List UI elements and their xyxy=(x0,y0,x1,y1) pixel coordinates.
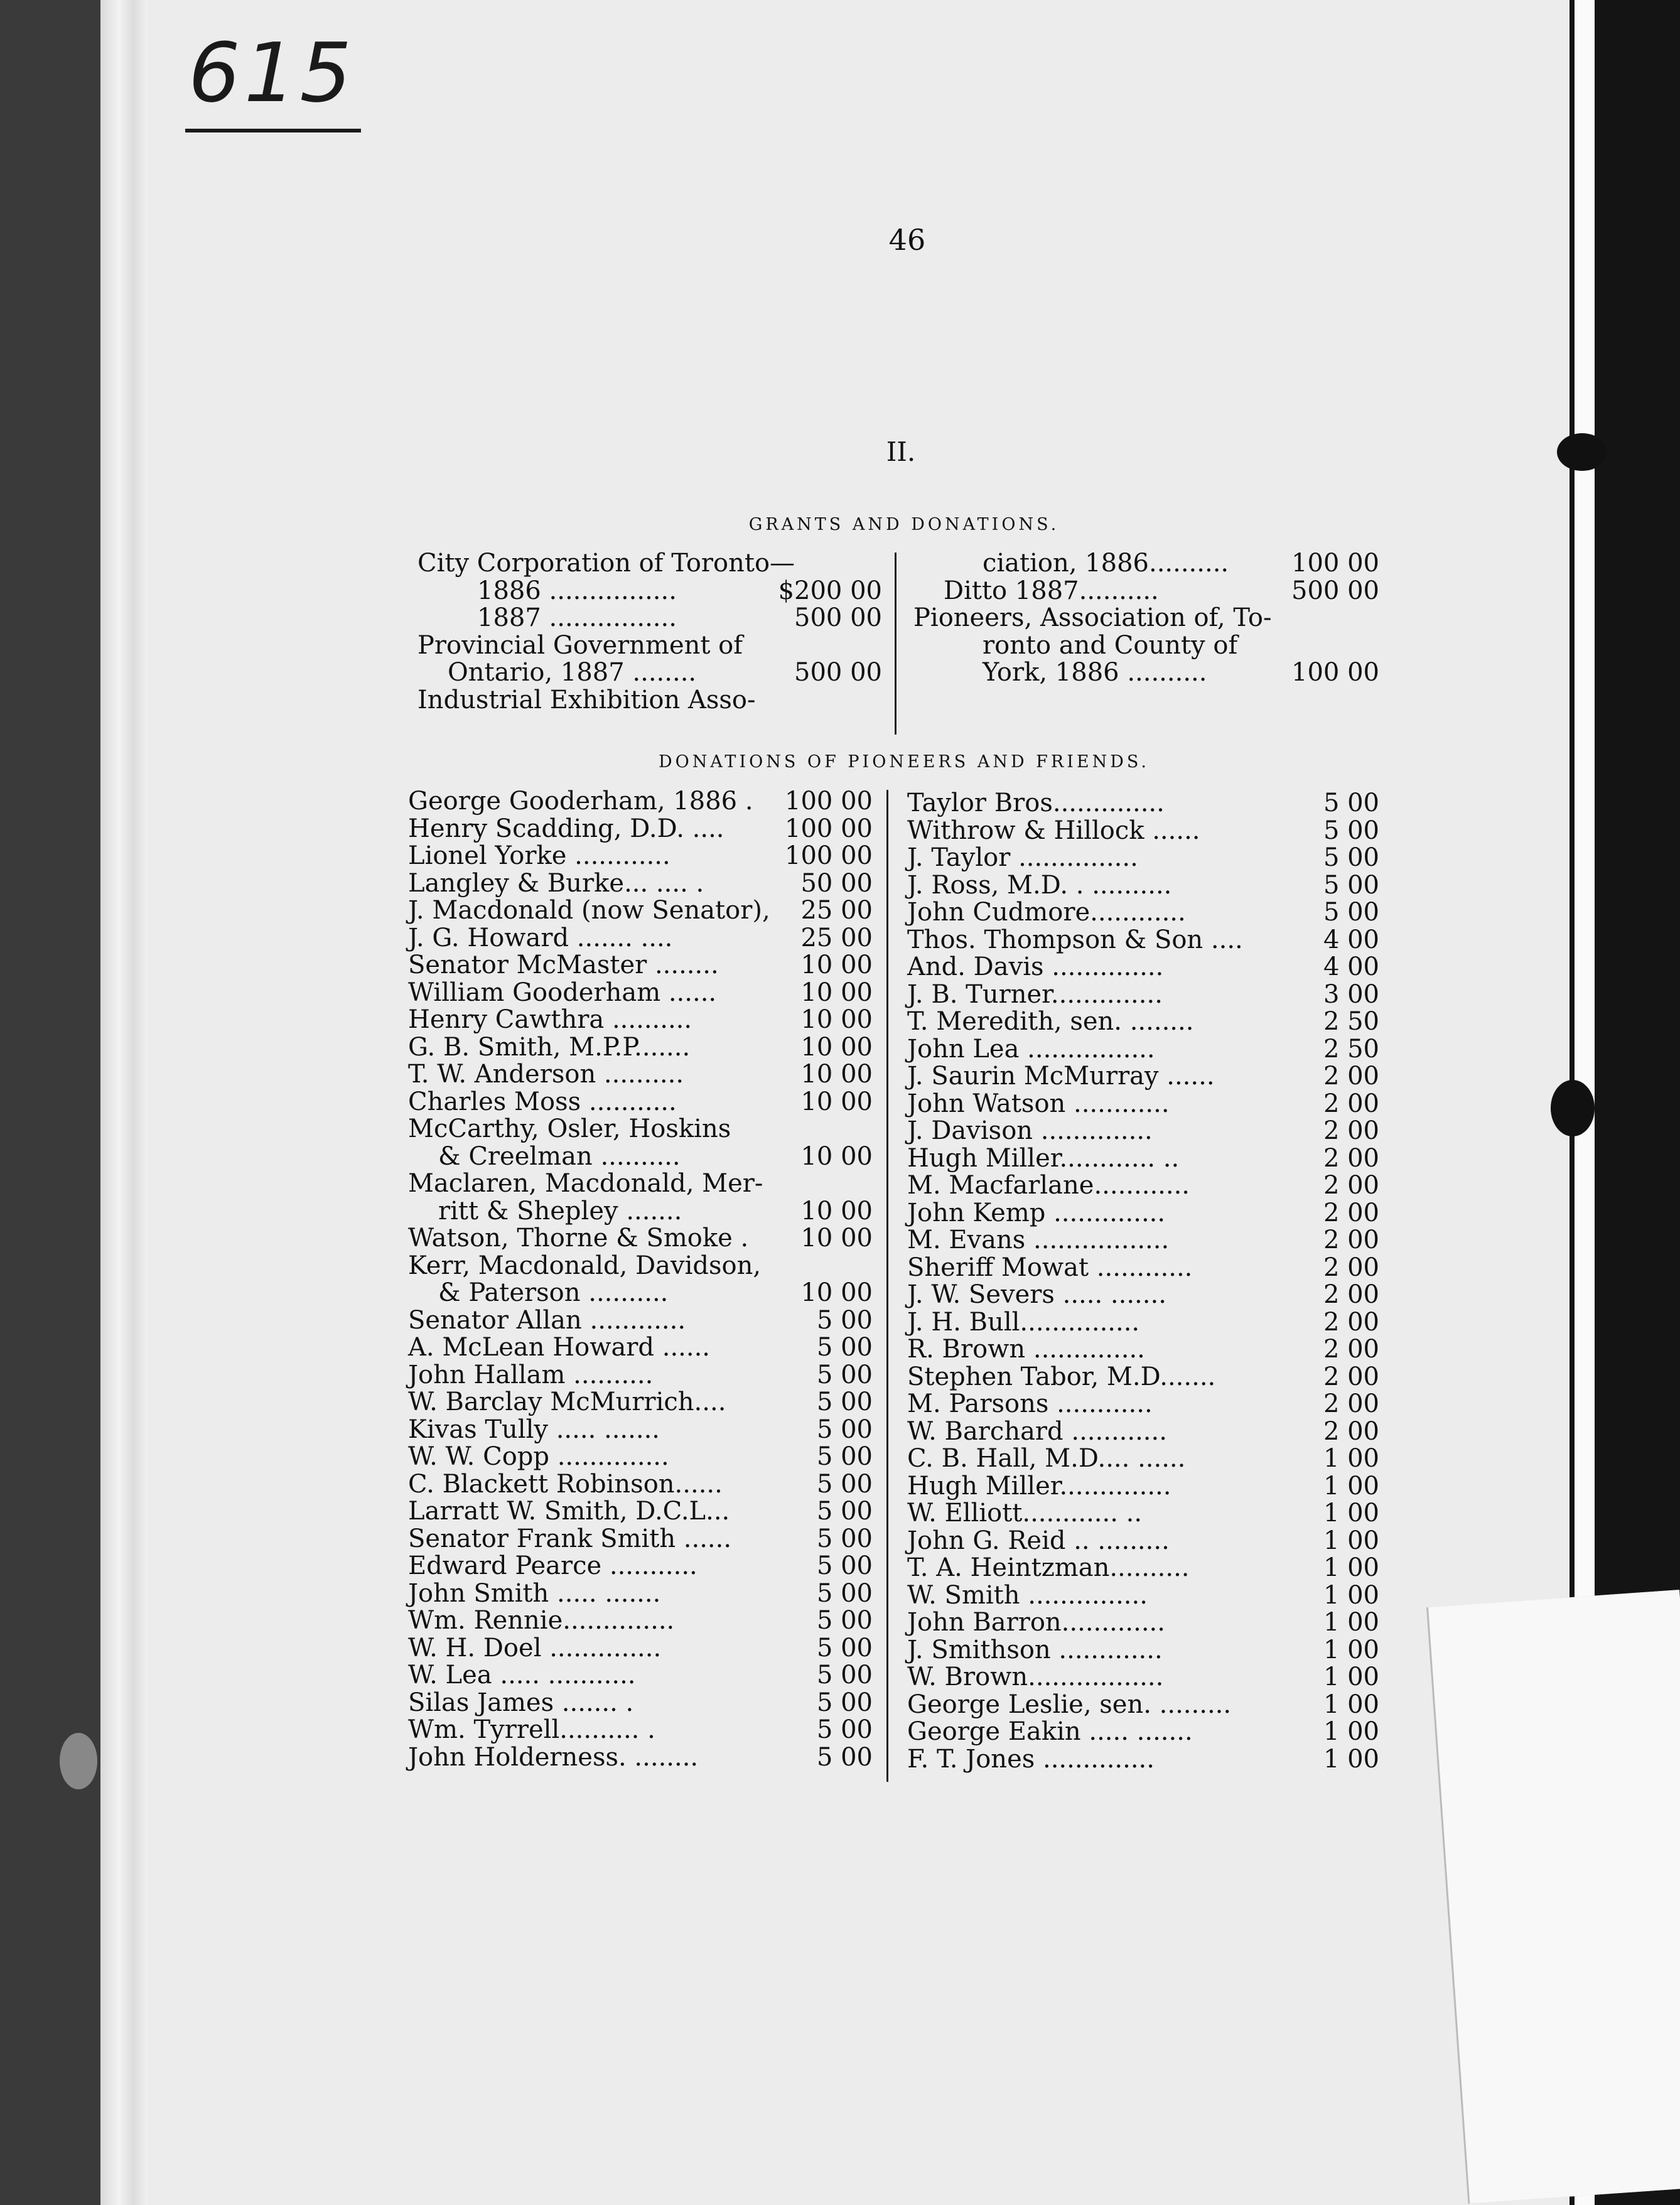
donation-entry xyxy=(907,927,1379,954)
entry-amount: 1 00 xyxy=(1323,1717,1379,1746)
entry-name: J. Ross, M.D. . .......... xyxy=(907,870,1172,900)
donation-entry xyxy=(907,1445,1379,1473)
entry-name: Stephen Tabor, M.D....... xyxy=(907,1362,1216,1391)
entry-name: Charles Moss ........... xyxy=(408,1087,677,1116)
entry-amount: 5 00 xyxy=(816,1388,873,1416)
entry-name: J. Macdonald (now Senator), xyxy=(408,896,770,925)
donation-entry xyxy=(408,816,873,843)
entry-amount: 2 00 xyxy=(1323,1416,1379,1446)
entry-amount: 1 00 xyxy=(1323,1580,1379,1610)
entry-name: John Barron............. xyxy=(907,1608,1165,1637)
entry-name: Ontario, 1887 ........ xyxy=(448,658,697,687)
entry-amount: 1 00 xyxy=(1323,1471,1379,1501)
entry-name: Larratt W. Smith, D.C.L... xyxy=(408,1497,730,1526)
entry-name: Henry Cawthra .......... xyxy=(408,1005,692,1034)
entry-name: ronto and County of xyxy=(983,630,1238,660)
entry-name: J. Davison .............. xyxy=(907,1116,1153,1145)
entry-amount: 2 00 xyxy=(1323,1198,1379,1227)
entry-name: Wm. Rennie.............. xyxy=(408,1606,675,1635)
entry-name: Senator McMaster ........ xyxy=(408,951,719,979)
entry-amount: 10 00 xyxy=(800,1060,873,1089)
grant-entry xyxy=(913,578,1379,605)
donation-entry xyxy=(408,1580,873,1608)
donation-entry xyxy=(408,1690,873,1717)
entry-amount: 2 00 xyxy=(1323,1062,1379,1091)
entry-amount: 25 00 xyxy=(800,923,873,952)
donation-entry xyxy=(408,870,873,898)
entry-name: J. Taylor ............... xyxy=(907,843,1138,872)
entry-amount: 5 00 xyxy=(816,1333,873,1362)
donation-entry xyxy=(907,1391,1379,1418)
donation-entry xyxy=(907,1664,1379,1691)
entry-amount: 10 00 xyxy=(800,1087,873,1116)
entry-name: T. W. Anderson .......... xyxy=(408,1060,684,1089)
entry-amount: 10 00 xyxy=(800,1278,873,1307)
entry-amount: 5 00 xyxy=(816,1633,873,1663)
entry-name: George Leslie, sen. ......... xyxy=(907,1690,1232,1719)
grant-entry xyxy=(913,605,1379,632)
entry-name: 1886 ................ xyxy=(477,576,677,605)
entry-amount: 1 00 xyxy=(1323,1526,1379,1555)
entry-name: J. B. Turner.............. xyxy=(907,979,1163,1009)
entry-name: J. Smithson ............. xyxy=(907,1635,1163,1664)
entry-amount: 2 50 xyxy=(1323,1007,1379,1036)
entry-name: John Lea ................ xyxy=(907,1034,1155,1064)
entry-name: W. W. Copp .............. xyxy=(408,1442,669,1471)
entry-name: C. Blackett Robinson...... xyxy=(408,1469,723,1499)
donation-entry xyxy=(907,872,1379,900)
donation-entry xyxy=(907,1609,1379,1637)
entry-name: M. Evans ................. xyxy=(907,1226,1170,1254)
entry-amount: 10 00 xyxy=(800,1196,873,1226)
entry-amount: 5 00 xyxy=(1323,870,1379,900)
donation-entry xyxy=(907,1008,1379,1036)
entry-name: Taylor Bros.............. xyxy=(907,789,1165,817)
donation-entry xyxy=(907,899,1379,927)
donation-entry xyxy=(408,1116,873,1143)
entry-amount: 4 00 xyxy=(1323,952,1379,981)
entry-name: Senator Allan ............ xyxy=(408,1305,686,1335)
entry-amount: 10 00 xyxy=(800,1141,873,1171)
entry-name: W. Smith ............... xyxy=(907,1580,1148,1610)
entry-amount: 500 00 xyxy=(794,658,882,687)
donation-entry xyxy=(907,817,1379,845)
entry-name: Edward Pearce ........... xyxy=(408,1551,697,1580)
donation-entry xyxy=(408,1389,873,1416)
donation-entry xyxy=(907,954,1379,981)
entry-amount: 25 00 xyxy=(800,896,873,925)
paper-slip xyxy=(1428,1590,1680,2204)
entry-name: C. B. Hall, M.D.... ...... xyxy=(907,1444,1186,1473)
entry-amount: 2 00 xyxy=(1323,1143,1379,1173)
entry-amount: 5 00 xyxy=(816,1524,873,1553)
entry-amount: 5 00 xyxy=(816,1469,873,1499)
entry-name: Ditto 1887.......... xyxy=(944,576,1159,605)
entry-name: Industrial Exhibition Asso- xyxy=(417,685,756,714)
donation-entry xyxy=(408,1280,873,1307)
donation-entry xyxy=(907,1063,1379,1091)
entry-name: John Watson ............ xyxy=(907,1089,1170,1118)
handwritten-underline xyxy=(185,129,361,132)
donation-entry xyxy=(408,1471,873,1499)
entry-name: And. Davis .............. xyxy=(907,952,1164,981)
entry-amount: 5 00 xyxy=(816,1661,873,1690)
donation-entry xyxy=(408,788,873,816)
donation-entry xyxy=(907,1500,1379,1528)
entry-name: John Hallam .......... xyxy=(408,1360,654,1389)
entry-name: J. Saurin McMurray ...... xyxy=(907,1062,1215,1091)
entry-amount: 5 00 xyxy=(1323,789,1379,817)
donation-entry xyxy=(408,1061,873,1089)
entry-name: Maclaren, Macdonald, Mer- xyxy=(408,1169,763,1198)
entry-amount: 1 00 xyxy=(1323,1499,1379,1528)
entry-name: M. Parsons ............ xyxy=(907,1389,1153,1418)
entry-name: ritt & Shepley ....... xyxy=(438,1196,682,1226)
entry-name: Kerr, Macdonald, Davidson, xyxy=(408,1251,762,1280)
entry-name: George Eakin ..... ....... xyxy=(907,1717,1193,1746)
donation-entry xyxy=(408,1089,873,1116)
entry-name: John G. Reid .. ......... xyxy=(907,1526,1170,1555)
entry-name: A. McLean Howard ...... xyxy=(408,1333,711,1362)
donation-entry xyxy=(907,1473,1379,1501)
donation-entry xyxy=(907,1309,1379,1337)
entry-amount: 10 00 xyxy=(800,1005,873,1034)
entry-name: Henry Scadding, D.D. .... xyxy=(408,814,724,843)
entry-name: W. H. Doel .............. xyxy=(408,1633,662,1663)
donation-entry xyxy=(408,1443,873,1471)
entry-amount: 1 00 xyxy=(1323,1553,1379,1582)
donation-entry xyxy=(408,1416,873,1444)
donation-entry xyxy=(408,1253,873,1280)
entry-amount: 5 00 xyxy=(1323,898,1379,927)
donation-entry xyxy=(907,1145,1379,1173)
entry-amount: $200 00 xyxy=(778,576,882,605)
donation-entry xyxy=(907,1118,1379,1145)
entry-amount: 5 00 xyxy=(816,1606,873,1635)
entry-amount: 10 00 xyxy=(800,978,873,1007)
entry-amount: 2 00 xyxy=(1323,1171,1379,1200)
donation-entry xyxy=(408,1553,873,1580)
entry-name: W. Barclay McMurrich.... xyxy=(408,1388,726,1416)
entry-amount: 500 00 xyxy=(1291,576,1379,605)
entry-amount: 5 00 xyxy=(816,1715,873,1744)
entry-amount: 5 00 xyxy=(816,1305,873,1335)
entry-amount: 1 00 xyxy=(1323,1635,1379,1664)
entry-name: ciation, 1886.......... xyxy=(983,549,1229,578)
donation-entry xyxy=(408,1717,873,1744)
grant-entry xyxy=(417,605,882,632)
entry-amount: 5 00 xyxy=(816,1442,873,1471)
entry-amount: 10 00 xyxy=(800,951,873,979)
handwritten-reference-number: 615 xyxy=(188,25,356,121)
entry-amount: 1 00 xyxy=(1323,1690,1379,1719)
grant-entry xyxy=(417,687,882,714)
entry-amount: 2 00 xyxy=(1323,1226,1379,1254)
entry-amount: 100 00 xyxy=(785,787,873,816)
donation-entry xyxy=(907,1227,1379,1254)
entry-name: Silas James ....... . xyxy=(408,1688,634,1717)
grant-entry xyxy=(417,578,882,605)
entry-amount: 50 00 xyxy=(800,868,873,898)
grant-entry xyxy=(913,632,1379,660)
donation-entry xyxy=(408,952,873,979)
donation-entry xyxy=(408,1006,873,1034)
grant-entry xyxy=(417,550,882,578)
entry-amount: 5 00 xyxy=(816,1688,873,1717)
entry-name: Provincial Government of xyxy=(417,630,743,660)
entry-name: Lionel Yorke ............ xyxy=(408,841,670,870)
donation-entry xyxy=(907,790,1379,817)
donation-entry xyxy=(907,1582,1379,1610)
entry-amount: 500 00 xyxy=(794,603,882,632)
entry-name: T. Meredith, sen. ........ xyxy=(907,1007,1194,1036)
entry-name: Thos. Thompson & Son .... xyxy=(907,925,1243,954)
entry-name: J. W. Severs ..... ....... xyxy=(907,1280,1166,1309)
column-rule xyxy=(895,553,897,735)
entry-amount: 2 00 xyxy=(1323,1089,1379,1118)
donation-entry xyxy=(408,897,873,925)
entry-name: M. Macfarlane............ xyxy=(907,1171,1190,1200)
entry-name: Hugh Miller............ .. xyxy=(907,1143,1180,1173)
entry-amount: 2 50 xyxy=(1323,1034,1379,1064)
entry-amount: 5 00 xyxy=(816,1497,873,1526)
donation-entry xyxy=(408,1307,873,1335)
donation-entry xyxy=(408,1526,873,1553)
entry-name: George Gooderham, 1886 . xyxy=(408,787,753,816)
entry-amount: 5 00 xyxy=(816,1742,873,1772)
entry-amount: 5 00 xyxy=(816,1415,873,1444)
donation-entry xyxy=(907,1691,1379,1719)
entry-amount: 1 00 xyxy=(1323,1608,1379,1637)
donation-entry xyxy=(907,1200,1379,1227)
entry-amount: 100 00 xyxy=(1291,658,1379,687)
donation-entry xyxy=(907,1254,1379,1282)
donation-entry xyxy=(408,1143,873,1171)
binding-clip-mark xyxy=(1557,433,1607,471)
binding-clip-mark xyxy=(1551,1080,1595,1136)
entry-amount: 10 00 xyxy=(800,1224,873,1253)
entry-amount: 4 00 xyxy=(1323,925,1379,954)
grant-entry xyxy=(913,659,1379,687)
entry-amount: 5 00 xyxy=(816,1551,873,1580)
donation-entry xyxy=(907,1718,1379,1746)
entry-name: Hugh Miller.............. xyxy=(907,1471,1171,1501)
entry-name: W. Elliott............ .. xyxy=(907,1499,1143,1528)
entry-name: York, 1886 .......... xyxy=(983,658,1207,687)
donation-entry xyxy=(907,1364,1379,1391)
entry-amount: 2 00 xyxy=(1323,1280,1379,1309)
entry-amount: 100 00 xyxy=(785,841,873,870)
grants-right-column xyxy=(913,550,1379,687)
entry-name: William Gooderham ...... xyxy=(408,978,717,1007)
entry-name: Langley & Burke... .... . xyxy=(408,868,704,898)
donation-entry xyxy=(408,1198,873,1226)
entry-amount: 10 00 xyxy=(800,1032,873,1062)
entry-amount: 2 00 xyxy=(1323,1389,1379,1418)
grant-entry xyxy=(417,632,882,660)
entry-amount: 2 00 xyxy=(1323,1116,1379,1145)
donation-entry xyxy=(408,1362,873,1389)
entry-amount: 5 00 xyxy=(1323,816,1379,845)
entry-name: F. T. Jones .............. xyxy=(907,1744,1155,1774)
entry-name: W. Brown................. xyxy=(907,1663,1164,1691)
donation-entry xyxy=(907,1746,1379,1774)
entry-name: W. Lea ..... ........... xyxy=(408,1661,636,1690)
donation-entry xyxy=(907,844,1379,872)
entry-amount: 1 00 xyxy=(1323,1744,1379,1774)
donation-entry xyxy=(907,1555,1379,1582)
page-number: 46 xyxy=(888,223,926,257)
entry-amount: 100 00 xyxy=(785,814,873,843)
donation-entry xyxy=(408,1225,873,1253)
donations-heading: DONATIONS OF PIONEERS AND FRIENDS. xyxy=(659,752,1150,772)
donation-entry xyxy=(408,1498,873,1526)
donation-entry xyxy=(907,1091,1379,1118)
donation-entry xyxy=(408,979,873,1007)
entry-name: 1887 ................ xyxy=(477,603,677,632)
donation-entry xyxy=(907,1172,1379,1200)
donation-entry xyxy=(408,1635,873,1663)
entry-name: Kivas Tully ..... ....... xyxy=(408,1415,660,1444)
grant-entry xyxy=(913,550,1379,578)
entry-name: John Holderness. ........ xyxy=(408,1742,699,1772)
entry-amount: 2 00 xyxy=(1323,1307,1379,1337)
entry-amount: 5 00 xyxy=(1323,843,1379,872)
entry-name: Senator Frank Smith ...... xyxy=(408,1524,732,1553)
donation-entry xyxy=(408,1334,873,1362)
entry-name: John Kemp .............. xyxy=(907,1198,1166,1227)
entry-name: Withrow & Hillock ...... xyxy=(907,816,1200,845)
donation-entry xyxy=(907,1528,1379,1555)
entry-name: T. A. Heintzman.......... xyxy=(907,1553,1190,1582)
entry-name: & Paterson .......... xyxy=(438,1278,669,1307)
entry-name: Sheriff Mowat ............ xyxy=(907,1253,1193,1282)
entry-name: G. B. Smith, M.P.P....... xyxy=(408,1032,691,1062)
entry-amount: 5 00 xyxy=(816,1360,873,1389)
entry-name: John Smith ..... ....... xyxy=(408,1578,661,1608)
entry-name: Watson, Thorne & Smoke . xyxy=(408,1224,749,1253)
donation-entry xyxy=(408,1662,873,1690)
donation-entry xyxy=(408,1170,873,1198)
entry-name: W. Barchard ............ xyxy=(907,1416,1167,1446)
grants-left-column xyxy=(417,550,882,714)
donations-left-column xyxy=(408,788,873,1771)
entry-name: R. Brown .............. xyxy=(907,1335,1145,1364)
column-rule xyxy=(886,790,888,1782)
donation-entry xyxy=(907,1336,1379,1364)
donation-entry xyxy=(907,1036,1379,1064)
entry-amount: 100 00 xyxy=(1291,549,1379,578)
page-left-edge xyxy=(100,0,148,2205)
entry-name: J. H. Bull............... xyxy=(907,1307,1140,1337)
donation-entry xyxy=(907,1281,1379,1309)
entry-name: McCarthy, Osler, Hoskins xyxy=(408,1114,731,1143)
entry-name: & Creelman .......... xyxy=(438,1141,681,1171)
section-numeral: II. xyxy=(886,436,916,467)
entry-name: City Corporation of Toronto— xyxy=(417,549,795,578)
donation-entry xyxy=(408,1744,873,1772)
entry-amount: 1 00 xyxy=(1323,1663,1379,1691)
entry-amount: 1 00 xyxy=(1323,1444,1379,1473)
donation-entry xyxy=(907,1418,1379,1446)
donation-entry xyxy=(408,1034,873,1062)
entry-name: John Cudmore............ xyxy=(907,898,1186,927)
entry-name: Wm. Tyrrell.......... . xyxy=(408,1715,655,1744)
entry-amount: 2 00 xyxy=(1323,1362,1379,1391)
donation-entry xyxy=(907,981,1379,1009)
donation-entry xyxy=(408,843,873,870)
scan-blemish xyxy=(60,1733,97,1789)
entry-name: Pioneers, Association of, To- xyxy=(913,603,1272,632)
entry-amount: 2 00 xyxy=(1323,1253,1379,1282)
donation-entry xyxy=(408,1607,873,1635)
entry-name: J. G. Howard ....... .... xyxy=(408,923,673,952)
donations-right-column xyxy=(907,790,1379,1773)
grant-entry xyxy=(417,659,882,687)
donation-entry xyxy=(408,925,873,952)
donation-entry xyxy=(907,1637,1379,1664)
entry-amount: 2 00 xyxy=(1323,1335,1379,1364)
entry-amount: 5 00 xyxy=(816,1578,873,1608)
entry-amount: 3 00 xyxy=(1323,979,1379,1009)
grants-heading: GRANTS AND DONATIONS. xyxy=(748,515,1060,534)
